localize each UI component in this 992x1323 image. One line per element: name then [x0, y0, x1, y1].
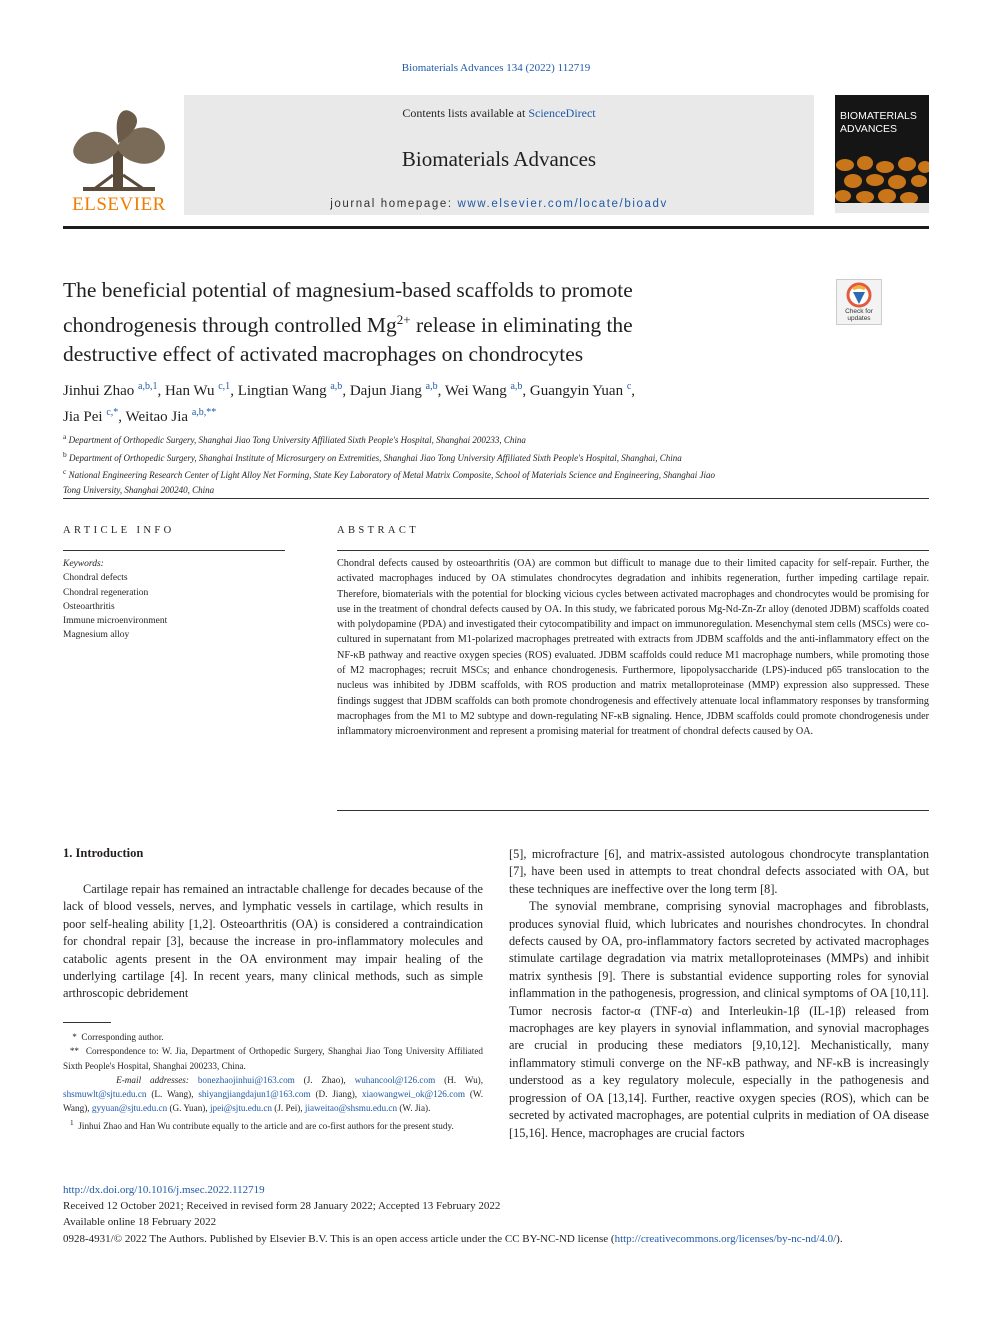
elsevier-wordmark: ELSEVIER: [72, 194, 166, 215]
title-superscript: 2+: [396, 312, 411, 327]
keyword: Osteoarthritis: [63, 601, 115, 612]
divider: [337, 550, 929, 551]
author[interactable]: Guangyin Yuan $^c$,: [529, 381, 636, 399]
masthead-center: [184, 95, 814, 215]
homepage-link[interactable]: www.elsevier.com/locate/bioadv: [457, 198, 668, 210]
affiliation: $^c$ National Engineering Research Center of Light Alloy Net Forming, State Key Laboratory of Metal Matrix Composite, School of Materials Science and Engineering, Shanghai Jiao: [63, 467, 716, 480]
keyword: Chondral regeneration: [63, 587, 149, 598]
author[interactable]: Wei Wang $^{a,b}$,: [444, 381, 530, 399]
divider: [63, 550, 285, 551]
license-link[interactable]: http://creativecommons.org/licenses/by-nc-nd/4.0/: [614, 1232, 837, 1245]
keyword: Magnesium alloy: [63, 630, 130, 641]
available-online: Available online 18 February 2022: [63, 1216, 217, 1229]
title-line-2a: chondrogenesis through controlled Mg: [63, 313, 397, 338]
section-heading: 1. Introduction: [63, 846, 144, 860]
email-link[interactable]: wuhancool@126.com: [354, 1074, 436, 1085]
homepage-prefix: journal homepage:: [330, 198, 458, 210]
article-info-heading: ARTICLE INFO: [63, 525, 175, 536]
email-link[interactable]: xiaowangwei_ok@126.com: [361, 1089, 466, 1100]
title-line-1: The beneficial potential of magnesium-based scaffolds to promote: [63, 278, 633, 302]
journal-homepage-line: [184, 198, 814, 210]
contents-line: [184, 106, 814, 121]
title-line-2b: release in eliminating the: [410, 313, 633, 338]
masthead: [63, 95, 929, 230]
contents-prefix: Contents lists available at: [402, 106, 529, 120]
affiliation: $^b$ Department of Orthopedic Surgery, Shanghai Institute of Microsurgery on Extremities, Shanghai Jiao Tong University Affiliated Sixth People's Hospital, Shanghai, China: [63, 449, 682, 463]
footnote-divider: [63, 1022, 111, 1023]
author[interactable]: Weitao Jia $^{a,b,**}$: [125, 407, 217, 425]
email-link[interactable]: jpei@sjtu.edu.cn: [209, 1103, 272, 1114]
keyword: Chondral defects: [63, 573, 128, 584]
author[interactable]: Lingtian Wang $^{a,b}$,: [237, 381, 350, 399]
title-line-2: [63, 305, 783, 340]
author[interactable]: Han Wu $^{c,1}$,: [164, 381, 238, 399]
paragraph: Cartilage repair has remained an intractable challenge for decades because of the lack of blood vessels, nerves, and lymphatic vessels in cartilage, which results in poor self-healing ability [1,2]. Osteoarthritis (OA) is considered a contraindication for chondral repair [3], because the increase in pro-inflammatory molecules and catabolic agents present in the OA environment may impair healing of the underlying cartilage [4]. In recent years, many clinical methods, such as simple arthroscopic debridement: [63, 882, 483, 1001]
author[interactable]: Dajun Jiang $^{a,b}$,: [349, 381, 445, 399]
footnote-emails: E-mail addresses: bonezhaojinhui@163.com (J. Zhao), wuhancool@126.com (H. Wu), shsmuwlt@sjtu.edu.cn (L. Wang), shiyangjiangdajun1@163.com (D. Jiang), xiaowangwei_ok@126.com (W. Wang), gyyuan@sjtu.edu.cn (G. Yuan), jpei@sjtu.edu.cn (J. Pei), jiaweitao@shsmu.edu.cn (W. Jia).: [63, 1074, 484, 1114]
publication-info: [63, 1182, 929, 1247]
abstract-heading: ABSTRACT: [337, 525, 420, 536]
elsevier-logo[interactable]: [63, 95, 175, 215]
journal-title: Biomaterials Advances: [401, 147, 597, 171]
author-list: [63, 376, 823, 428]
email-link[interactable]: bonezhaojinhui@163.com: [197, 1074, 295, 1085]
author[interactable]: Jia Pei $^{c,*}$,: [63, 407, 126, 425]
badge-label-1: Check for: [845, 308, 873, 315]
article-title: [63, 276, 783, 369]
email-link[interactable]: jiaweitao@shsmu.edu.cn: [304, 1103, 398, 1114]
journal-reference[interactable]: Biomaterials Advances 134 (2022) 112719: [401, 62, 591, 74]
footnote-correspondence: ** Correspondence to: W. Jia, Department of Orthopedic Surgery, Shanghai Jiao Tong University Affiliated Sixth People's Hospital, Shanghai 200233, China.: [63, 1046, 484, 1071]
journal-cover-image[interactable]: [835, 95, 929, 213]
affiliation: Tong University, Shanghai 200240, China: [63, 484, 215, 495]
divider: [63, 498, 929, 499]
keywords-label: Keywords:: [63, 559, 104, 569]
title-line-3: destructive effect of activated macrophages on chondrocytes: [63, 342, 584, 367]
intro-left-column: [63, 881, 483, 1003]
license-line: 0928-4931/© 2022 The Authors. Published by Elsevier B.V. This is an open access article under the CC BY-NC-ND license (http://creativecommons.org/licenses/by-nc-nd/4.0/).: [63, 1232, 843, 1245]
email-link[interactable]: gyyuan@sjtu.edu.cn: [91, 1103, 168, 1114]
paragraph: [5], microfracture [6], and matrix-assisted autologous chondrocyte transplantation [7], have been used in attempts to treat chondral defects associated with OA, but these techniques are ineffective over the long term [8].: [509, 847, 929, 896]
masthead-divider: [63, 226, 929, 229]
cover-title-2: ADVANCES: [840, 123, 897, 135]
badge-label-2: updates: [847, 315, 871, 322]
affiliations: [63, 430, 863, 497]
footnote-corresponding: * Corresponding author.: [63, 1032, 164, 1042]
paragraph: The synovial membrane, comprising synovial macrophages and fibroblasts, produces synovial fluid, which lubricates and nourishes chondrocytes. In chondral defects caused by OA, pro-inflammatory factors secreted by activated macrophages stimulate cartilage degradation via matrix metalloproteinases (MMPs) and inhibit matrix synthesis [9]. There is substantial evidence supporting roles for synovial inflammation in the pathogenesis, progression, and clinical symptoms of OA [10,11]. Tumor necrosis factor-α (TNF-α) and Interleukin-1β (IL-1β) released from macrophages are key players in synovial inflammation, and synovial macrophages are crucial in producing these mediators [9,10,12]. Mechanistically, many inflammatory stimuli converge on the NF-κB pathway, and NF-κB is increasingly understood as a key regulatory molecule, especially in the pathogenesis and progression of OA [13,14]. Further, reactive oxygen species (ROS), which can be secreted by activated macrophages, are potential culprits in mediation of OA disease [15,16]. Hence, macrophages are crucial factors: [509, 899, 929, 1140]
affiliation: $^a$ Department of Orthopedic Surgery, Shanghai Jiao Tong University Affiliated Sixth People's Hospital, Shanghai 200233, China: [63, 432, 526, 445]
cover-title-1: BIOMATERIALS: [840, 110, 917, 122]
sciencedirect-link[interactable]: ScienceDirect: [528, 106, 596, 120]
doi-link[interactable]: http://dx.doi.org/10.1016/j.msec.2022.112719: [63, 1184, 265, 1196]
intro-right-column: [509, 846, 929, 1142]
author[interactable]: Jinhui Zhao $^{a,b,1}$,: [63, 381, 165, 399]
email-link[interactable]: shiyangjiangdajun1@163.com: [198, 1089, 311, 1100]
footnote-equal-contribution: $^1$ Jinhui Zhao and Han Wu contribute equally to the article and are co-first authors for the present study.: [69, 1117, 454, 1131]
received-dates: Received 12 October 2021; Received in revised form 28 January 2022; Accepted 13 February 2022: [63, 1200, 501, 1213]
abstract-text: Chondral defects caused by osteoarthritis (OA) are common but difficult to manage due to their limited capacity for self-repair. Further, the activated macrophages induced by OA stimulates chondrocytes degradation and inhibits regeneration, further impeding cartilage repair. Therefore, biomaterials with the potential for blocking vicious cycles between activated macrophages and chondrocytes would be promising for use in the treatment of chondral defects caused by OA. In this study, we fabricated porous Mg-Nd-Zn-Zr alloy (denoted JDBM) scaffolds coated with polydopamine (PDA) and investigated their cytocompatibility and impact on immunoregulation. Mesenchymal stem cells (MSCs) were co-cultured in supernatant from M1-polarized macrophages pretreated with extracts from JDBM scaffolds and the anti-inflammatory effect on the NF-κB pathway and reactive oxygen species (ROS) evaluated. JDBM scaffolds could reduce M1 macrophage numbers, while promoting those of M2 macrophages; recruit MSCs; and enhance chondrogenesis. Furthermore, lipopolysaccharide (LPS)-induced p65 translocation to the nucleus was inhibited by JDBM scaffolds, with ROS production and matrix metalloproteinase (MMP) expression also suppressed. These findings suggest that JDBM scaffolds can both promote chondrogenesis and effectively attenuate local inflammatory responses by transforming macrophages from the M1 to M2 subtype and down-regulating NF-κB signaling. Hence, JDBM scaffolds could promote chondrogenesis under inflammatory microenvironment and represent a promising material for treatment of chondral defects caused by OA.: [337, 558, 929, 738]
keywords-block: [63, 557, 285, 643]
divider: [337, 810, 929, 811]
check-for-updates-badge[interactable]: [836, 279, 882, 325]
footnotes: [63, 1030, 483, 1133]
email-link[interactable]: shsmuwlt@sjtu.edu.cn: [63, 1089, 147, 1100]
keyword: Immune microenvironment: [63, 616, 168, 627]
